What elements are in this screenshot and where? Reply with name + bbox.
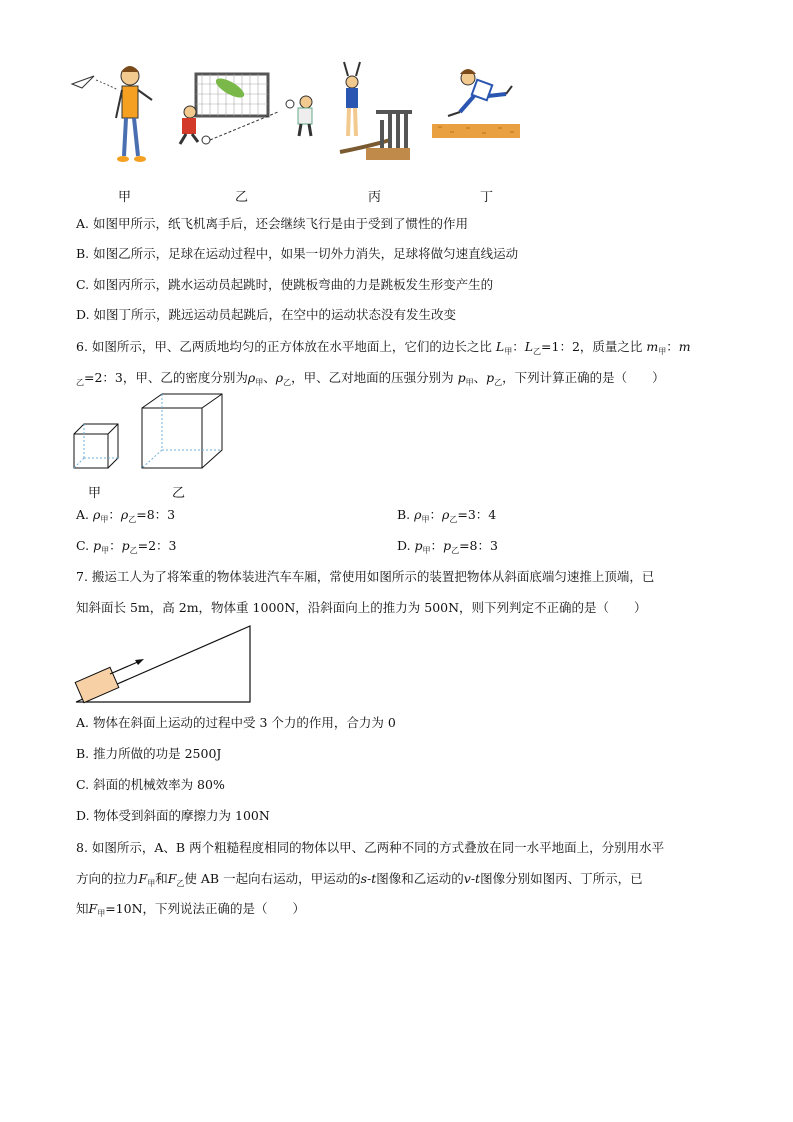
fig1-label-bing: 丙: [368, 190, 382, 205]
q5-option-b: B. 如图乙所示，足球在运动过程中，如果一切外力消失，足球将做匀速直线运动: [76, 246, 519, 261]
q5-option-d: D. 如图丁所示，跳远运动员起跳后，在空中的运动状态没有发生改变: [76, 307, 457, 322]
cube-yi: [142, 394, 222, 468]
q8-stem-line2: 方向的拉力$F_甲$和$F_乙$使 AB 一起向右运动，甲运动的s-t图像和乙运动的v-t图像分别如图丙、丁所示，已: [76, 871, 643, 888]
cube-jia: [74, 424, 118, 468]
diving-scene: [340, 62, 412, 160]
q6-fig-label-yi: 乙: [172, 486, 186, 501]
figure-sports: [70, 60, 530, 170]
figure-cubes: [70, 392, 250, 472]
q7-option-b: B. 推力所做的功是 2500J: [76, 746, 222, 761]
q6-option-b: B. $\rho_甲$：$\rho_乙=3$：4: [397, 507, 497, 524]
q6-option-c: C. $p_甲$：$p_乙=2$：3: [76, 538, 177, 555]
fig1-label-yi: 乙: [235, 190, 249, 205]
q6-option-d: D. $p_甲$：$p_乙=8$：3: [397, 538, 498, 555]
q7-option-a: A. 物体在斜面上运动的过程中受 3 个力的作用，合力为 0: [76, 715, 396, 730]
q7-option-d: D. 物体受到斜面的摩擦力为 100N: [76, 808, 270, 823]
q5-option-a: A. 如图甲所示，纸飞机离手后，还会继续飞行是由于受到了惯性的作用: [76, 216, 468, 231]
paper-plane-scene: [72, 66, 152, 162]
q6-stem-line1: 6. 如图所示，甲、乙两质地均匀的正方体放在水平地面上，它们的边长之比 $L_甲$：$L_乙=1$：2，质量之比 $m_甲$：m: [76, 339, 691, 356]
fig1-label-jia: 甲: [118, 190, 132, 205]
q6-fig-label-jia: 甲: [88, 486, 102, 501]
long-jump-scene: [432, 69, 520, 138]
q5-option-c: C. 如图丙所示，跳水运动员起跳时，使跳板弯曲的力是跳板发生形变产生的: [76, 277, 494, 292]
q7-stem-line1: 7. 搬运工人为了将笨重的物体装进汽车车厢，常使用如图所示的装置把物体从斜面底端匀速推上顶端，已: [76, 569, 655, 584]
fig1-label-ding: 丁: [480, 190, 494, 205]
football-scene: [180, 74, 312, 144]
push-arrow: [110, 661, 140, 674]
q8-stem-line1: 8. 如图所示，A、B 两个粗糙程度相同的物体以甲、乙两种不同的方式叠放在同一水平地面上，分别用水平: [76, 840, 665, 855]
q6-option-a: A. $\rho_甲$：$\rho_乙=8$：3: [76, 507, 176, 524]
q8-stem-line3: 知$F_甲=10N$，下列说法正确的是（ ）: [76, 901, 306, 918]
q6-stem-line2: $_乙$=2：3，甲、乙的密度分别为$\rho_甲$、$\rho_乙$，甲、乙对地面的压强分别为 $p_甲$、$p_乙$，下列计算正确的是（ ）: [76, 370, 665, 387]
q7-option-c: C. 斜面的机械效率为 80%: [76, 777, 225, 792]
q7-stem-line2: 知斜面长 5m，高 2m，物体重 1000N，沿斜面向上的推力为 500N，则下列判定不正确的是（ ）: [76, 600, 647, 615]
figure-incline: [70, 622, 260, 707]
